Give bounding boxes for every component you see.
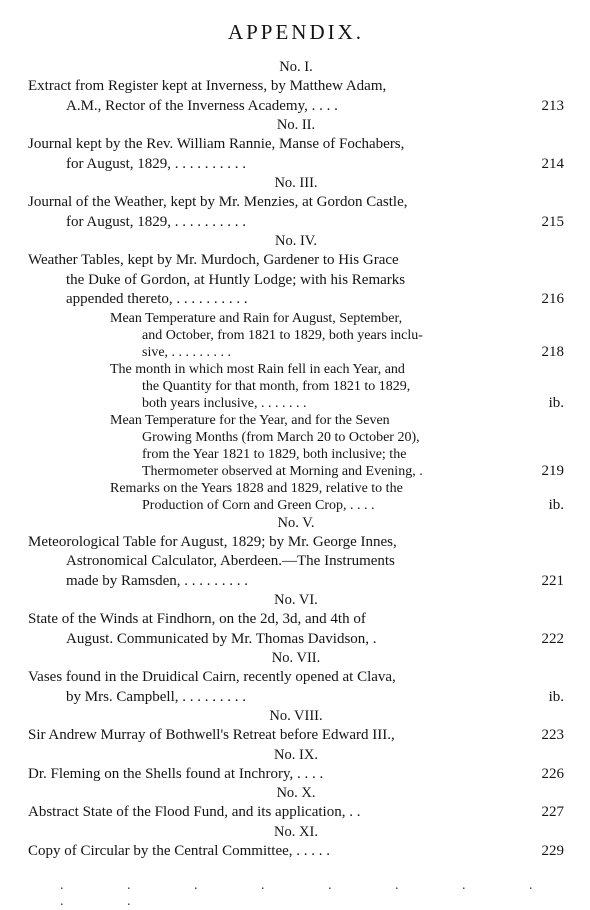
page-number: 227 [541,804,564,820]
page-number: 218 [541,343,564,360]
entry-line [28,155,564,175]
entry-text: both years inclusive, . . . . . . . [142,395,307,411]
sub-entry-line: Mean Temperature and Rain for August, September, [110,310,403,326]
page-number: 214 [541,155,564,172]
section-number: No. X. [276,785,316,801]
entry-line [28,688,564,708]
section-number: No. VIII. [269,708,323,724]
entry-line: Weather Tables, kept by Mr. Murdoch, Gardener to His Grace [28,252,399,268]
page-number: 226 [541,765,564,782]
entry-line: Astronomical Calculator, Aberdeen.—The Instruments [66,553,395,569]
page-number: ib. [548,688,564,705]
entry-text: Copy of Circular by the Central Committee, . . . . . [28,842,331,859]
page-number: ib. [548,496,564,513]
toc-entry [28,765,564,785]
entry-line: Extract from Register kept at Inverness, by Matthew Adam, [28,78,387,94]
page-number: 229 [541,842,564,859]
toc-entry [28,668,564,707]
entry-line [28,842,564,862]
page-number: 219 [541,462,564,479]
page-number: 221 [541,572,564,589]
page-title: APPENDIX. [227,20,365,44]
sub-entry-line: Mean Temperature for the Year, and for the Seven [110,412,390,428]
entry-text: Dr. Fleming on the Shells found at Inchrory, . . . . [28,765,324,782]
toc-entry [28,842,564,862]
toc-entry [28,193,564,232]
sub-entry [28,480,564,514]
sub-entry-line [28,463,564,480]
section-number: No. XI. [274,823,318,840]
toc-entry [28,135,564,174]
entry-line: Meteorological Table for August, 1829; by Mr. George Innes, [28,533,397,550]
entry-text: Thermometer observed at Morning and Evening, . [142,463,423,479]
section-number: No. IX. [274,746,318,763]
entry-line [28,97,564,117]
entry-line [28,765,564,785]
entry-line [28,572,564,592]
page-number: 215 [541,213,564,230]
entry-line [28,726,564,746]
toc-entry [28,610,564,649]
section-number: No. VI. [274,592,318,608]
sub-entry-line [28,344,564,361]
section-number: No. I. [279,59,313,75]
page-number: 222 [541,630,564,647]
entry-line: State of the Winds at Findhorn, on the 2d, 3d, and 4th of [28,611,366,627]
toc-entry [28,726,564,746]
entry-text: appended thereto, . . . . . . . . . . [66,291,248,307]
entry-text: Production of Corn and Green Crop, . . . . [142,497,375,513]
toc-entry [28,77,564,116]
page-number: 213 [541,97,564,114]
entry-text: Abstract State of the Flood Fund, and its application, . . [28,804,361,820]
entry-text: for August, 1829, . . . . . . . . . . [66,213,246,230]
section-number: No. IV. [274,233,318,249]
sub-entry [28,412,564,480]
entry-line: Vases found in the Druidical Cairn, recently opened at Clava, [28,669,396,685]
appendix-page [28,20,564,861]
entry-text: Sir Andrew Murray of Bothwell's Retreat before Edward III., [28,727,395,743]
section-number: No. V. [277,514,315,531]
entry-text: for August, 1829, . . . . . . . . . . [66,155,246,172]
page-number: 223 [541,727,564,743]
sub-entry-line: from the Year 1821 to 1829, both inclusive; the [142,446,407,462]
sub-entry-line [28,497,564,514]
sub-entry-line: the Quantity for that month, from 1821 to 1829, [142,378,411,394]
toc-entry [28,803,564,823]
sub-entry [28,310,564,361]
section-number: No. III. [274,175,318,191]
entry-text: August. Communicated by Mr. Thomas Davidson, . [66,630,377,647]
entry-line [28,630,564,650]
sub-entry-line [28,395,564,412]
sub-entry-line: Growing Months (from March 20 to October 20), [142,429,420,445]
section-number: No. II. [276,117,316,133]
toc-entry [28,251,564,310]
sub-entry [28,361,564,412]
sub-entry-line: The month in which most Rain fell in each Year, and [110,361,405,377]
entry-line [28,213,564,233]
footer-dots: . . . . . . . . . . [60,878,563,909]
entry-line: Journal kept by the Rev. William Rannie, Manse of Fochabers, [28,136,405,152]
entry-text: A.M., Rector of the Inverness Academy, . . . . [66,97,338,114]
page-number: 216 [541,291,564,307]
entry-text: made by Ramsden, . . . . . . . . . [66,572,249,589]
sub-entry-line: and October, from 1821 to 1829, both years inclu- [142,327,423,343]
section-number: No. VII. [271,650,321,666]
entry-line [28,290,564,310]
entry-text: by Mrs. Campbell, . . . . . . . . . [66,688,246,705]
sub-entry-line: Remarks on the Years 1828 and 1829, relative to the [110,480,403,496]
toc-entry [28,533,564,592]
page-number: ib. [548,394,564,411]
entry-line: the Duke of Gordon, at Huntly Lodge; with his Remarks [66,271,406,288]
entry-text: sive, . . . . . . . . . [142,344,232,360]
entry-line [28,803,564,823]
entry-line: Journal of the Weather, kept by Mr. Menzies, at Gordon Castle, [28,194,408,210]
